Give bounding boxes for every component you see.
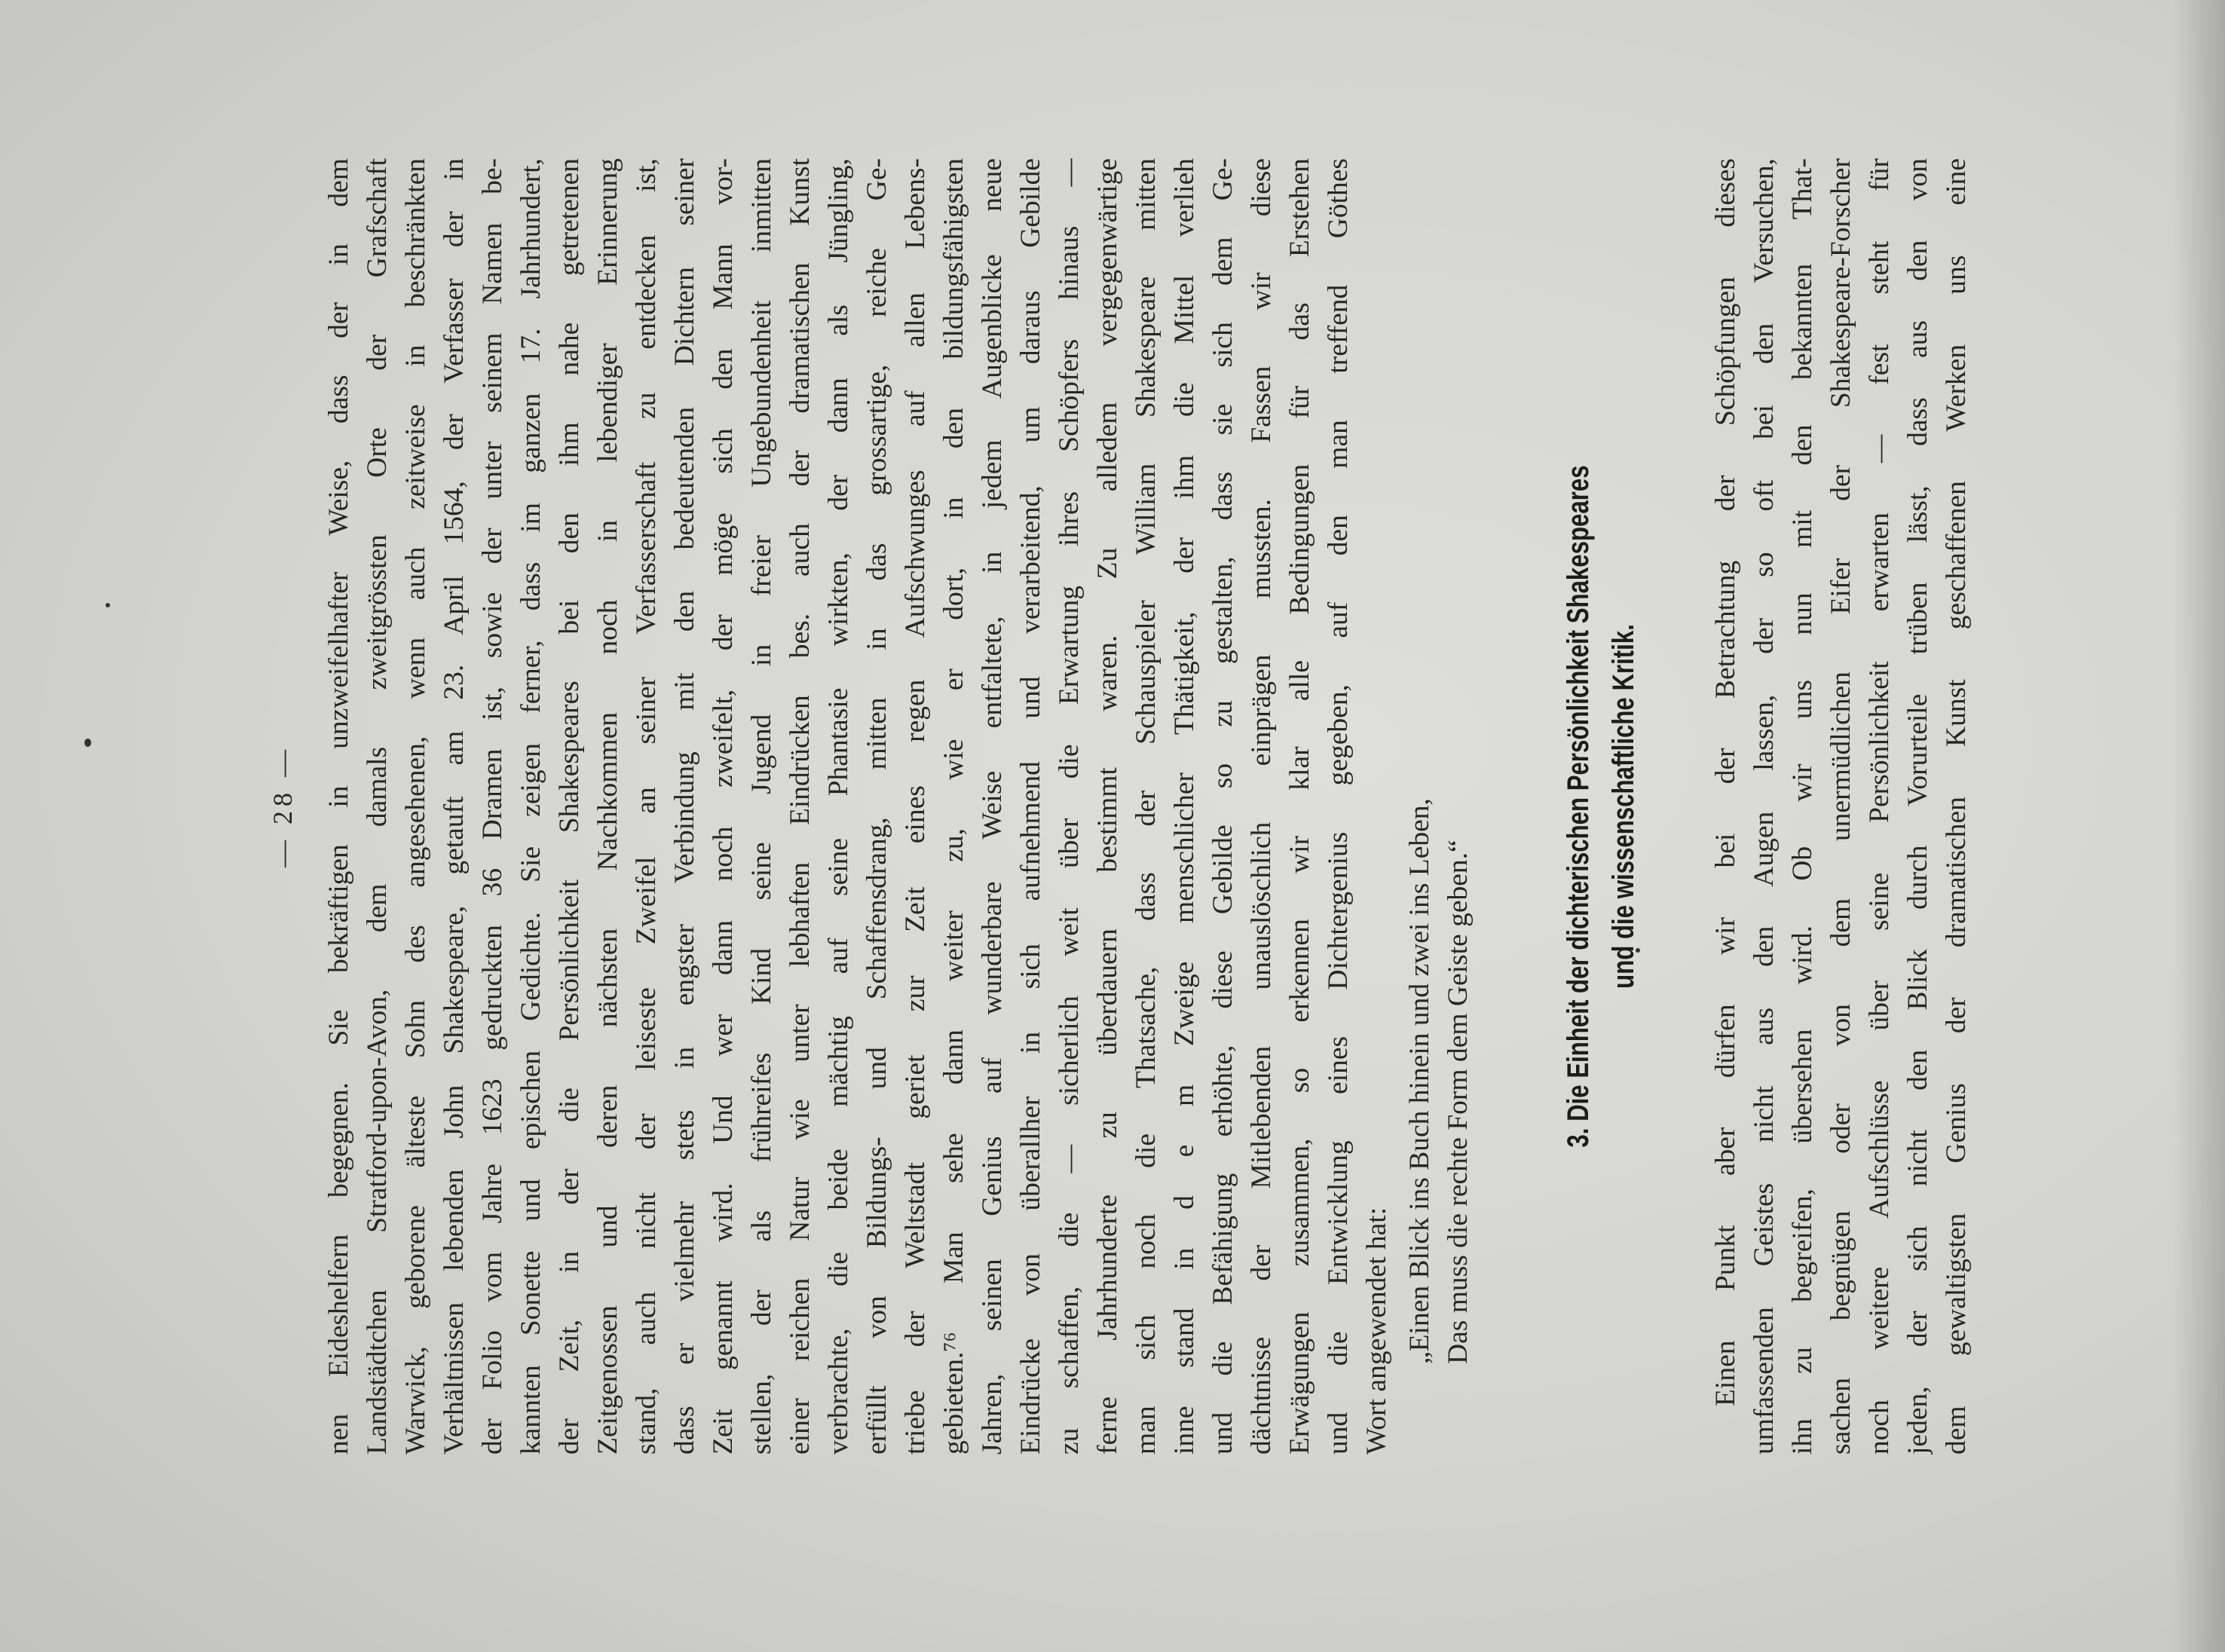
text-line: dem gewaltigsten Genius der dramatischen Kunst geschaffenen Werken uns eine [1941,158,1972,1455]
text-line: kannten Sonette und epischen Gedichte. Sie zeigen ferner, dass im ganzen 17. Jahrhundert, [516,158,546,1455]
text-line: man sich noch die Thatsache, dass der Schauspieler William Shakespeare mitten [1131,158,1161,1455]
text-line: Eindrücke von überallher in sich aufnehmend und verarbeitend, um daraus Gebilde [1015,158,1046,1455]
text-line: ferne Jahrhunderte zu überdauern bestimmt waren. Zu alledem vergegenwärtige [1092,158,1123,1455]
text-line: Zeit genannt wird. Und wer dann noch zweifelt, der möge sich den Mann vor- [708,158,739,1455]
text-line: Verhältnissen lebenden John Shakespeare, getauft am 23. April 1564, der Verfasser der in [439,158,470,1455]
text-line: zu schaffen, die — sicherlich weit über die Erwartung ihres Schöpfers hinaus — [1054,158,1085,1455]
rotated-page [264,158,2148,1455]
text-line: ihn zu begreifen, übersehen wird. Ob wir uns nun mit den bekannten That- [1787,158,1818,1455]
quote-line: „Einen Blick ins Buch hinein und zwei ins Leben, [1404,798,1435,1364]
heading-line: und die wissenschaftliche Kritik. [1607,624,1640,989]
text-line: erfüllt von Bildungs- und Schaffensdrang, mitten in das grossartige, reiche Ge- [862,158,892,1455]
text-line: dächtnisse der Mitlebenden unauslöschlich einprägen mussten. Fassen wir diese [1246,158,1277,1455]
text-line: triebe der Weltstadt geriet zur Zeit eines regen Aufschwunges auf allen Lebens- [900,158,931,1455]
text-line: noch weitere Aufschlüsse über seine Persönlichkeit erwarten — fest steht für [1864,158,1895,1455]
section-heading [1556,301,1646,1312]
heading-line: 3. Die Einheit der dichterischen Persönlichkeit Shakespeares [1562,465,1595,1148]
text-line: dass er vielmehr stets in engster Verbindung mit den bedeutenden Dichtern seiner [669,158,700,1455]
quote-line: Das muss die rechte Form dem Geiste geben.“ [1443,840,1474,1364]
goethe-quote [1400,158,1477,1364]
text-line: Einen Punkt aber dürfen wir bei der Betrachtung der Schöpfungen dieses [1710,158,1741,1406]
text-line: jeden, der sich nicht den Blick durch Vorurteile trüben lässt, dass aus den von [1902,158,1933,1455]
text-line: nen Eideshelfern begegnen. Sie bekräftigen in unzweifelhafter Weise, dass der in dem [323,158,354,1455]
text-line: einer reichen Natur wie unter lebhaften Eindrücken bes. auch der dramatischen Kunst [785,158,816,1455]
text-line: und die Befähigung erhöhte, diese Gebilde so zu gestalten, dass sie sich dem Ge- [1207,158,1238,1455]
text-line: Wort angewendet hat: [1361,1207,1392,1455]
text-line: inne stand in d e m Zweige menschlicher Thätigkeit, der ihm die Mittel verlieh [1169,158,1200,1455]
text-line: Erwägungen zusammen, so erkennen wir klar alle Bedingungen für das Erstehen [1284,158,1315,1455]
text-line: stand, auch nicht der leiseste Zweifel an seiner Verfasserschaft zu entdecken ist, [631,158,662,1455]
ink-speck [106,603,110,607]
text-line: der Zeit, in der die Persönlichkeit Shakespeares bei den ihm nahe getretenen [554,158,585,1455]
text-line: Jahren, seinen Genius auf wunderbare Weise entfaltete, in jedem Augenblicke neue [977,158,1008,1455]
scan-edge-shadow [2172,0,2225,1652]
paragraph-1 [320,158,1396,1455]
paragraph-2 [1706,158,1976,1455]
text-line: sachen begnügen oder von dem unermüdlichen Eifer der Shakespeare-Forscher [1826,158,1856,1455]
text-line: umfassenden Geistes nicht aus den Augen lassen, der so oft bei den Versuchen, [1749,158,1780,1455]
page-number: — 28 — [268,745,298,867]
text-line: gebieten.⁷⁶ Man sehe dann weiter zu, wie er dort, in den bildungsfähigsten [938,158,969,1455]
text-line: Zeitgenossen und deren nächsten Nachkommen noch in lebendiger Erinnerung [592,158,623,1455]
text-line: Warwick, geborene älteste Sohn des angesehenen, wenn auch zeitweise in beschränkten [400,158,431,1455]
text-line: verbrachte, die beide mächtig auf seine Phantasie wirkten, der dann als Jüngling, [823,158,854,1455]
text-line: stellen, der als frühreifes Kind seine Jugend in freier Ungebundenheit inmitten [746,158,777,1455]
text-line: Landstädtchen Stratford-upon-Avon, dem damals zweitgrössten Orte der Grafschaft [362,158,393,1455]
text-line: und die Entwicklung eines Dichtergenius gegeben, auf den man treffend Göthes [1323,158,1354,1455]
ink-speck [84,739,91,747]
text-line: der Folio vom Jahre 1623 gedruckten 36 Dramen ist, sowie der unter seinem Namen be- [477,158,508,1455]
